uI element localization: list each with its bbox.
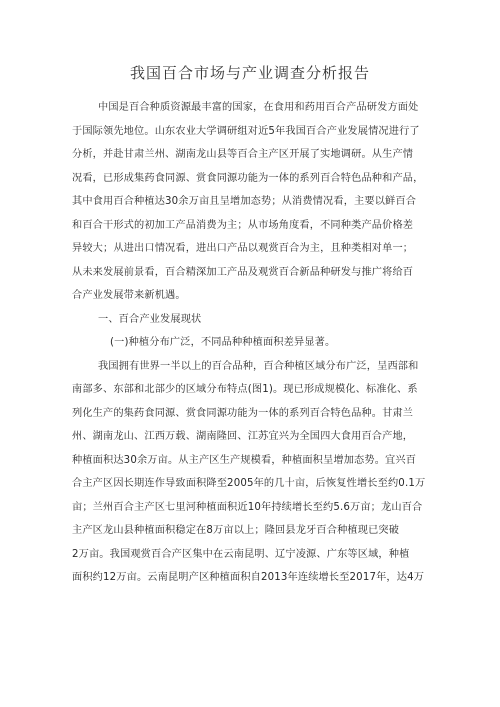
paragraph-line: 种植面积达30余万亩。从主产区生产规模看，种植面积呈增加态势。宜兴百 bbox=[72, 454, 417, 466]
paragraph-line: 于国际领先地位。山东农业大学调研组对近5年我国百合产业发展情况进行了 bbox=[72, 125, 420, 137]
paragraph-line: 合产业发展带来新机遇。 bbox=[72, 290, 186, 301]
paragraph-line: 其中食用百合种植达30余万亩且呈增加态势；从消费情况看，主要以鲜百合 bbox=[72, 196, 417, 207]
paragraph-line: 2万亩。我国观赏百合产区集中在云南昆明、辽宁凌源、广东等区域，种植 bbox=[72, 548, 410, 560]
paragraph-line: 况看，已形成集药食同源、赏食同源功能为一体的系列百合特色品种和产品， bbox=[72, 172, 424, 184]
section-heading: 一、百合产业发展现状 bbox=[98, 313, 202, 325]
paragraph-line: 和百合干形式的初加工产品消费为主；从市场角度看，不同种类产品价格差 bbox=[72, 219, 414, 231]
paragraph-line: 南部多、东部和北部少的区域分布特点(图1)。现已形成规模化、标准化、系 bbox=[72, 384, 418, 395]
paragraph-line: 州、湖南龙山、江西万载、湖南隆回、江苏宜兴为全国四大食用百合产地， bbox=[72, 431, 414, 442]
paragraph-line: 亩；兰州百合主产区七里河种植面积近10年持续增长至约5.6万亩；龙山百合 bbox=[72, 501, 423, 513]
paragraph-line: 面积约12万亩。云南昆明产区种植面积自2013年连续增长至2017年，达4万 bbox=[72, 572, 425, 583]
paragraph-line: 主产区龙山县种植面积稳定在8万亩以上；隆回县龙牙百合种植现已突破 bbox=[72, 525, 400, 536]
paragraph-line: 列化生产的集药食同源、赏食同源功能为一体的系列百合特色品种。甘肃兰 bbox=[72, 407, 414, 419]
paragraph-line: 分析，并赴甘肃兰州、湖南龙山县等百合主产区开展了实地调研。从生产情 bbox=[72, 149, 414, 160]
subsection-heading: (一)种植分布广泛，不同品种种植面积差异显著。 bbox=[110, 337, 336, 348]
document-title: 我国百合市场与产业调查分析报告 bbox=[129, 64, 370, 82]
paragraph-line: 从未来发展前景看，百合精深加工产品及观赏百合新品种研发与推广将给百 bbox=[72, 266, 414, 278]
paragraph-line: 我国拥有世界一半以上的百合品种，百合种植区域分布广泛，呈西部和 bbox=[98, 360, 419, 372]
document-body bbox=[72, 96, 430, 590]
paragraph-line: 中国是百合种质资源最丰富的国家，在食用和药用百合产品研发方面处 bbox=[98, 102, 419, 113]
paragraph-line: 异较大；从进出口情况看，进出口产品以观赏百合为主，且种类相对单一； bbox=[72, 243, 414, 254]
paragraph-line: 合主产区因长期连作导致面积降至2005年的几十亩，后恢复性增长至约0.1万 bbox=[72, 478, 426, 489]
